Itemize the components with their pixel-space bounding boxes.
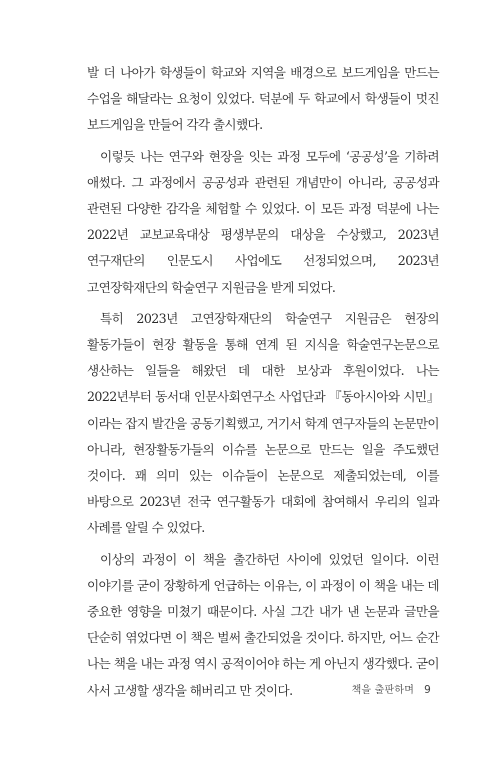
running-header-title: 책을 출판하며 [351, 685, 415, 696]
paragraph: 이상의 과정이 이 책을 출간하던 사이에 있었던 일이다. 이런 이야기를 굳이 장황하게 언급하는 이유는, 이 과정이 이 책을 내는 데 중요한 영향을 미쳤기 때문이다. 사실 그간 내가 낸 논문과 글만을 단순히 엮었다면 이 책은 벌써 출간되었을 것이다. 하지만, 어느 순간 나는 책을 내는 과정 역시 공적이어야 하는 게 아닌지 생각했다. 굳이 사서 고생할 생각을 해버리고 만 것이다. [87, 551, 439, 698]
page-footer [352, 681, 431, 696]
page-number: 9 [424, 684, 431, 696]
paragraph: 이렇듯 나는 연구와 현장을 잇는 과정 모두에 ‘공공성’을 기하려 애썼다. 그 과정에서 공공성과 관련된 개념만이 아니라, 공공성과 관련된 다양한 감각을 체험할 수 있었다. 이 모든 과정 덕분에 나는 2022년 교보교육대상 평생부문의 대상을 수상했고, 2023년 연구재단의 인문도시 사업에도 선정되었으며, 2023년 고연장학재단의 학술연구 지원금을 받게 되었다. [87, 148, 439, 295]
paragraph: 특히 2023년 고연장학재단의 학술연구 지원금은 현장의 활동가들이 현장 활동을 통해 연계 된 지식을 학술연구논문으로 생산하는 일들을 해왔던 데 대한 보상과 후원이었다. 나는 2022년부터 동서대 인문사회연구소 사업단과 『동아시아와 시민』이라는 잡지 발간을 공동기획했고, 거기서 학계 연구자들의 논문만이 아니라, 현장활동가들의 이슈를 논문으로 만드는 일을 주도했던 것이다. 꽤 의미 있는 이슈들이 논문으로 제출되었는데, 이를 바탕으로 2023년 전국 연구활동가 대회에 참여해서 우리의 일과 사례를 알릴 수 있었다. [87, 310, 439, 536]
page-body [87, 60, 439, 709]
paragraph: 발 더 나아가 학생들이 학교와 지역을 배경으로 보드게임을 만드는 수업을 해달라는 요청이 있었다. 덕분에 두 학교에서 학생들이 멋진 보드게임을 만들어 각각 출시했다. [87, 65, 439, 133]
